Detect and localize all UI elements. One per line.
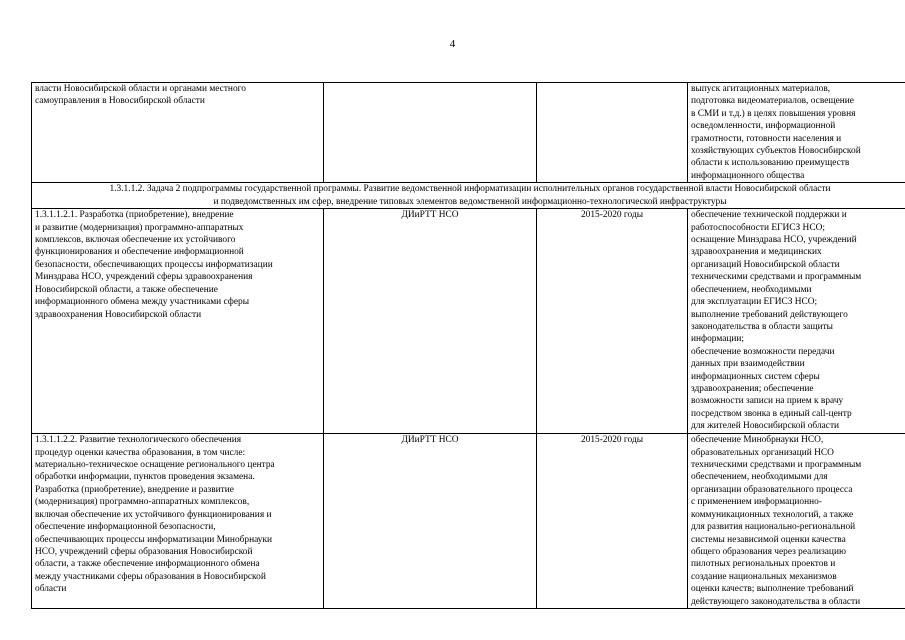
period-cell: 2015-2020 годы [537,434,688,609]
activity-cell: 1.3.1.1.2.2. Развитие технологического обеспечения процедур оценки качества образования, в том числе: материально-техническое оснащение регионального центра обработки информации, пунктов проведения экзамена. Разработка (приобретение), внедрение и развитие (модернизация) программно-аппаратных комплексов, включая обеспечение их устойчивого функционирования и обеспечение информационной безопасности, обеспечивающих процессы информатизации Минобрнауки НСО, учреждений сферы образования Новосибирской области, а также обеспечение информационного обмена между участниками сферы образования в Новосибирской области [32,434,324,609]
activity-cell: власти Новосибирской области и органами местного самоуправления в Новосибирской области [32,83,324,183]
program-activities-table [31,82,905,609]
task-heading-cell: 1.3.1.1.2. Задача 2 подпрограммы государственной программы. Развитие ведомственной информатизации исполнительных органов государственной власти Новосибирской области и подведомственных им сфер, внедрение типовых элементов ведомственной информационно-технологической инфраструктуры [32,183,905,209]
table-row [32,83,905,183]
period-cell: 2015-2020 годы [537,209,688,434]
executor-cell: ДИиРТТ НСО [324,209,537,434]
result-cell: обеспечение технической поддержки и работоспособности ЕГИСЗ НСО; оснащение Минздрава НСО, учреждений здравоохранения и медицинских организаций Новосибирской области техническими средствами и программным обеспечением, необходимыми для эксплуатации ЕГИСЗ НСО; выполнение требований действующего законодательства в области защиты информации; обеспечение возможности передачи данных при взаимодействии информационных систем сферы здравоохранения; обеспечение возможности записи на прием к врачу посредством звонка в единый call-центр для жителей Новосибирской области [688,209,905,434]
table-row [32,209,905,434]
activity-cell: 1.3.1.1.2.1. Разработка (приобретение), внедрение и развитие (модернизация) программно-аппаратных комплексов, включая обеспечение их устойчивого функционирования и обеспечение информационной безопасности, обеспечивающих процессы информатизации Минздрава НСО, учреждений сферы здравоохранения Новосибирской области, а также обеспечение информационного обмена между участниками сферы здравоохранения Новосибирской области [32,209,324,434]
task-row [32,183,905,209]
result-cell: обеспечение Минобрнауки НСО, образовательных организаций НСО техническими средствами и программным обеспечением, необходимыми для организации образовательного процесса с применением информационно- коммуникационных технологий, а также для развития национально-региональной системы независимой оценки качества общего образования через реализацию пилотных региональных проектов и создание национальных механизмов оценки качеств; выполнение требований действующего законодательства в области [688,434,905,609]
executor-cell: ДИиРТТ НСО [324,434,537,609]
executor-cell [324,83,537,183]
period-cell [537,83,688,183]
table-row [32,434,905,609]
result-cell: выпуск агитационных материалов, подготовка видеоматериалов, освещение в СМИ и т.д.) в целях повышения уровня осведомленности, информационной грамотности, готовности населения и хозяйствующих субъектов Новосибирской области к использованию преимуществ информационного общества [688,83,905,183]
page-number: 4 [449,38,456,50]
